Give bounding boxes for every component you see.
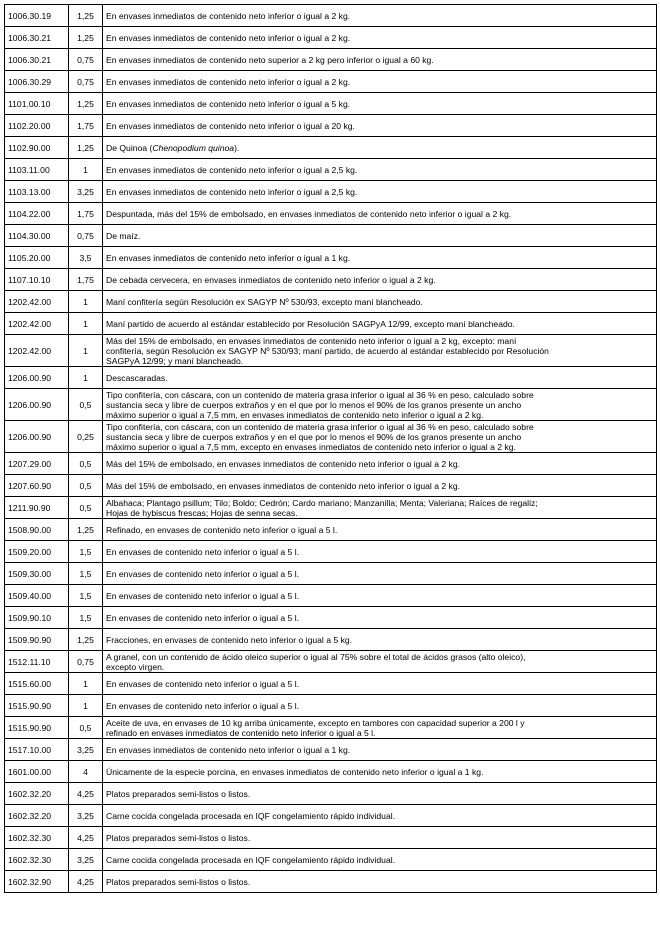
- tariff-code-cell: 1515.60.00: [5, 673, 69, 695]
- description-line: Platos preparados semi-listos o listos.: [106, 876, 251, 887]
- description-cell: [103, 225, 657, 247]
- rate-cell: 1,25: [69, 5, 103, 27]
- table-row: [5, 367, 657, 389]
- rate-cell: 0,25: [69, 421, 103, 453]
- description-cell: [103, 203, 657, 225]
- table-row: [5, 5, 657, 27]
- description-line: Refinado, en envases de contenido neto inferior o igual a 5 l.: [106, 524, 338, 535]
- tariff-code-cell: 1515.90.90: [5, 695, 69, 717]
- tariff-code-cell: 1202.42.00: [5, 335, 69, 367]
- rate-cell: 1: [69, 335, 103, 367]
- description-line: Únicamente de la especie porcina, en envases inmediatos de contenido neto inferior o igual a 1 kg.: [106, 766, 484, 777]
- description-line: refinado en envases inmediatos de contenido neto inferior o igual a 5 l.: [106, 727, 376, 738]
- rate-cell: 1,5: [69, 607, 103, 629]
- rate-cell: 1: [69, 313, 103, 335]
- description-line: Fracciones, en envases de contenido neto inferior o igual a 5 kg.: [106, 634, 353, 645]
- table-row: [5, 71, 657, 93]
- table-row: [5, 827, 657, 849]
- description-cell: [103, 849, 657, 871]
- table-row: [5, 421, 657, 453]
- description-cell: [103, 421, 657, 453]
- tariff-table: [4, 4, 657, 893]
- description-line: Más del 15% de embolsado, en envases inmediatos de contenido neto inferior o igual a 2 kg.: [106, 458, 461, 469]
- table-row: [5, 563, 657, 585]
- table-row: [5, 115, 657, 137]
- table-row: [5, 805, 657, 827]
- description-text: De Quinoa (: [106, 142, 153, 153]
- rate-cell: 0,5: [69, 389, 103, 421]
- description-cell: [103, 93, 657, 115]
- description-cell: [103, 181, 657, 203]
- rate-cell: 0,75: [69, 225, 103, 247]
- description-line: En envases inmediatos de contenido neto inferior o igual a 2 kg.: [106, 10, 351, 21]
- description-cell: [103, 717, 657, 739]
- tariff-code-cell: 1602.32.30: [5, 849, 69, 871]
- tariff-code-cell: 1102.90.00: [5, 137, 69, 159]
- description-cell: [103, 629, 657, 651]
- description-line: En envases inmediatos de contenido neto inferior o igual a 5 kg.: [106, 98, 351, 109]
- description-line: Platos preparados semi-listos o listos.: [106, 832, 251, 843]
- rate-cell: 4,25: [69, 871, 103, 893]
- description-line: En envases inmediatos de contenido neto superior a 2 kg pero inferior o igual a 60 kg.: [106, 54, 434, 65]
- rate-cell: 1,5: [69, 585, 103, 607]
- tariff-code-cell: 1101.00.10: [5, 93, 69, 115]
- table-row: [5, 519, 657, 541]
- description-cell: [103, 291, 657, 313]
- species-name: Chenopodium quinoa: [152, 142, 235, 153]
- description-line: En envases de contenido neto inferior o igual a 5 l.: [106, 678, 300, 689]
- table-row: [5, 137, 657, 159]
- description-cell: [103, 739, 657, 761]
- tariff-code-cell: 1103.13.00: [5, 181, 69, 203]
- description-cell: [103, 453, 657, 475]
- rate-cell: 1,25: [69, 519, 103, 541]
- rate-cell: 3,25: [69, 739, 103, 761]
- description-cell: [103, 497, 657, 519]
- tariff-code-cell: 1006.30.19: [5, 5, 69, 27]
- tariff-code-cell: 1602.32.20: [5, 805, 69, 827]
- tariff-code-cell: 1602.32.20: [5, 783, 69, 805]
- table-row: [5, 651, 657, 673]
- description-line: De maíz.: [106, 230, 141, 241]
- description-line: En envases de contenido neto inferior o igual a 5 l.: [106, 612, 300, 623]
- rate-cell: 4: [69, 761, 103, 783]
- rate-cell: 0,75: [69, 71, 103, 93]
- rate-cell: 3,5: [69, 247, 103, 269]
- rate-cell: 1,25: [69, 27, 103, 49]
- description-line: En envases de contenido neto inferior o igual a 5 l.: [106, 590, 300, 601]
- tariff-code-cell: 1509.40.00: [5, 585, 69, 607]
- rate-cell: 1: [69, 673, 103, 695]
- rate-cell: 1,25: [69, 629, 103, 651]
- rate-cell: 1: [69, 367, 103, 389]
- description-line: Carne cocida congelada procesada en IQF congelamiento rápido individual.: [106, 810, 396, 821]
- rate-cell: 1,25: [69, 93, 103, 115]
- table-row: [5, 783, 657, 805]
- table-row: [5, 607, 657, 629]
- table-row: [5, 871, 657, 893]
- tariff-code-cell: 1211.90.90: [5, 497, 69, 519]
- tariff-code-cell: 1508.90.00: [5, 519, 69, 541]
- table-row: [5, 541, 657, 563]
- description-line: Maní confitería según Resolución ex SAGYP Nº 530/93, excepto maní blancheado.: [106, 296, 423, 307]
- rate-cell: 1,5: [69, 541, 103, 563]
- tariff-code-cell: 1602.32.30: [5, 827, 69, 849]
- description-line: sustancia seca y libre de cuerpos extraños y en el que por lo menos el 90% de los granos presente un ancho: [106, 399, 522, 410]
- description-line: Tipo confitería, con cáscara, con un contenido de materia grasa inferior o igual al 36 % en peso, calculado sobre: [106, 421, 534, 432]
- description-line: Más del 15% de embolsado, en envases inmediatos de contenido neto inferior o igual a 2 kg.: [106, 480, 461, 491]
- table-row: [5, 497, 657, 519]
- description-line: Albahaca; Plantago psillum; Tilo; Boldo; Cedrón; Cardo mariano; Manzanilla; Menta; Valeriana; Raíces de regaliz;: [106, 497, 538, 508]
- description-cell: [103, 761, 657, 783]
- tariff-code-cell: 1206.00.90: [5, 389, 69, 421]
- rate-cell: 1: [69, 291, 103, 313]
- tariff-code-cell: 1105.20.00: [5, 247, 69, 269]
- tariff-code-cell: 1107.10.10: [5, 269, 69, 291]
- description-line: En envases inmediatos de contenido neto inferior o igual a 1 kg.: [106, 744, 351, 755]
- table-row: [5, 225, 657, 247]
- table-row: [5, 203, 657, 225]
- tariff-code-cell: 1103.11.00: [5, 159, 69, 181]
- description-cell: [103, 115, 657, 137]
- tariff-code-cell: 1509.90.10: [5, 607, 69, 629]
- description-cell: [103, 673, 657, 695]
- description-line: Descascaradas.: [106, 372, 168, 383]
- description-line: En envases inmediatos de contenido neto inferior o igual a 2 kg.: [106, 32, 351, 43]
- rate-cell: 0,75: [69, 49, 103, 71]
- table-row: [5, 629, 657, 651]
- table-row: [5, 27, 657, 49]
- table-row: [5, 181, 657, 203]
- description-cell: [103, 367, 657, 389]
- description-line: En envases inmediatos de contenido neto inferior o igual a 1 kg.: [106, 252, 351, 263]
- tariff-code-cell: 1104.30.00: [5, 225, 69, 247]
- table-row: [5, 761, 657, 783]
- description-line: Carne cocida congelada procesada en IQF congelamiento rápido individual.: [106, 854, 396, 865]
- description-line: Despuntada, más del 15% de embolsado, en envases inmediatos de contenido neto inferior o igual a 2 kg.: [106, 208, 512, 219]
- table-row: [5, 49, 657, 71]
- table-row: [5, 717, 657, 739]
- rate-cell: 1,5: [69, 563, 103, 585]
- tariff-code-cell: 1206.00.90: [5, 421, 69, 453]
- description-line: máximo superior o igual a 7,5 mm, excepto en envases inmediatos de contenido neto inferior o igual a 2 kg.: [106, 441, 516, 452]
- description-line: De cebada cervecera, en envases inmediatos de contenido neto inferior o igual a 2 kg.: [106, 274, 436, 285]
- description-line: En envases inmediatos de contenido neto inferior o igual a 2 kg.: [106, 76, 351, 87]
- description-cell: [103, 49, 657, 71]
- rate-cell: 0,5: [69, 475, 103, 497]
- description-cell: [103, 313, 657, 335]
- description-line: confitería, según Resolución ex SAGYP Nº 530/93; maní partido, de acuerdo al estándar establecido por Resolución: [106, 345, 549, 356]
- tariff-code-cell: 1509.30.00: [5, 563, 69, 585]
- tariff-code-cell: 1601.00.00: [5, 761, 69, 783]
- tariff-code-cell: 1202.42.00: [5, 313, 69, 335]
- table-row: [5, 673, 657, 695]
- description-line: En envases de contenido neto inferior o igual a 5 l.: [106, 700, 300, 711]
- table-row: [5, 269, 657, 291]
- description-line: Tipo confitería, con cáscara, con un contenido de materia grasa inferior o igual al 36 % en peso, calculado sobre: [106, 389, 534, 400]
- table-row: [5, 247, 657, 269]
- description-cell: [103, 247, 657, 269]
- table-row: [5, 291, 657, 313]
- description-cell: [103, 475, 657, 497]
- rate-cell: 1,25: [69, 137, 103, 159]
- description-line: máximo superior o igual a 7,5 mm, en envases inmediatos de contenido neto inferior o igual a 2 kg.: [106, 409, 484, 420]
- description-line: En envases inmediatos de contenido neto inferior o igual a 2,5 kg.: [106, 164, 358, 175]
- description-line: Platos preparados semi-listos o listos.: [106, 788, 251, 799]
- rate-cell: 0,5: [69, 453, 103, 475]
- description-cell: [103, 783, 657, 805]
- rate-cell: 0,5: [69, 717, 103, 739]
- description-cell: [103, 71, 657, 93]
- tariff-code-cell: 1102.20.00: [5, 115, 69, 137]
- description-cell: [103, 5, 657, 27]
- tariff-code-cell: 1517.10.00: [5, 739, 69, 761]
- rate-cell: 0,5: [69, 497, 103, 519]
- description-cell: [103, 27, 657, 49]
- rate-cell: 1: [69, 695, 103, 717]
- description-line: A granel, con un contenido de ácido oleico superior o igual al 75% sobre el total de ácidos grasos (alto oleico),: [106, 651, 526, 662]
- description-cell: [103, 159, 657, 181]
- rate-cell: 3,25: [69, 849, 103, 871]
- description-cell: [103, 389, 657, 421]
- tariff-code-cell: 1515.90.90: [5, 717, 69, 739]
- tariff-code-cell: 1006.30.21: [5, 27, 69, 49]
- description-line: Hojas de hybiscus frescas; Hojas de senna secas.: [106, 507, 298, 518]
- tariff-code-cell: 1509.20.00: [5, 541, 69, 563]
- description-text: ).: [234, 142, 240, 153]
- description-cell: [103, 871, 657, 893]
- description-cell: [103, 519, 657, 541]
- table-row: [5, 389, 657, 421]
- rate-cell: 1: [69, 159, 103, 181]
- tariff-code-cell: 1512.11.10: [5, 651, 69, 673]
- rate-cell: 1,75: [69, 269, 103, 291]
- description-cell: [103, 607, 657, 629]
- description-cell: [103, 827, 657, 849]
- table-row: [5, 739, 657, 761]
- description-cell: [103, 335, 657, 367]
- description-cell: [103, 541, 657, 563]
- table-row: [5, 159, 657, 181]
- description-cell: [103, 585, 657, 607]
- tariff-code-cell: 1509.90.90: [5, 629, 69, 651]
- tariff-code-cell: 1602.32.90: [5, 871, 69, 893]
- description-line: sustancia seca y libre de cuerpos extraños y en el que por lo menos el 90% de los granos presente un ancho: [106, 431, 522, 442]
- rate-cell: 1,75: [69, 203, 103, 225]
- description-line: Más del 15% de embolsado, en envases inmediatos de contenido neto inferior o igual a 2 kg, excepto: maní: [106, 335, 517, 346]
- tariff-code-cell: 1006.30.29: [5, 71, 69, 93]
- rate-cell: 1,75: [69, 115, 103, 137]
- description-line: En envases inmediatos de contenido neto inferior o igual a 2,5 kg.: [106, 186, 358, 197]
- rate-cell: 0,75: [69, 651, 103, 673]
- rate-cell: 3,25: [69, 805, 103, 827]
- table-row: [5, 475, 657, 497]
- table-row: [5, 453, 657, 475]
- table-row: [5, 93, 657, 115]
- tariff-code-cell: 1202.42.00: [5, 291, 69, 313]
- description-cell: [103, 563, 657, 585]
- description-line: Maní partido de acuerdo al estándar establecido por Resolución SAGPyA 12/99, excepto maní blancheado.: [106, 318, 515, 329]
- tariff-code-cell: 1207.60.90: [5, 475, 69, 497]
- rate-cell: 4,25: [69, 783, 103, 805]
- rate-cell: 3,25: [69, 181, 103, 203]
- table-row: [5, 335, 657, 367]
- tariff-code-cell: 1104.22.00: [5, 203, 69, 225]
- rate-cell: 4,25: [69, 827, 103, 849]
- description-line: SAGPyA 12/99; y maní blancheado.: [106, 355, 244, 366]
- tariff-code-cell: 1207.29.00: [5, 453, 69, 475]
- table-row: [5, 313, 657, 335]
- tariff-table-body: [5, 5, 657, 893]
- description-line: Aceite de uva, en envases de 10 kg arriba únicamente, excepto en tambores con capacidad superior a 200 l y: [106, 717, 525, 728]
- description-cell: [103, 651, 657, 673]
- description-line: excepto virgen.: [106, 661, 165, 672]
- description-line: En envases inmediatos de contenido neto inferior o igual a 20 kg.: [106, 120, 355, 131]
- table-row: [5, 585, 657, 607]
- table-row: [5, 849, 657, 871]
- description-cell: [103, 269, 657, 291]
- table-row: [5, 695, 657, 717]
- tariff-code-cell: 1206.00.90: [5, 367, 69, 389]
- description-line: En envases de contenido neto inferior o igual a 5 l.: [106, 546, 300, 557]
- description-cell: [103, 137, 657, 159]
- tariff-code-cell: 1006.30.21: [5, 49, 69, 71]
- description-cell: [103, 805, 657, 827]
- description-cell: [103, 695, 657, 717]
- description-line: En envases de contenido neto inferior o igual a 5 l.: [106, 568, 300, 579]
